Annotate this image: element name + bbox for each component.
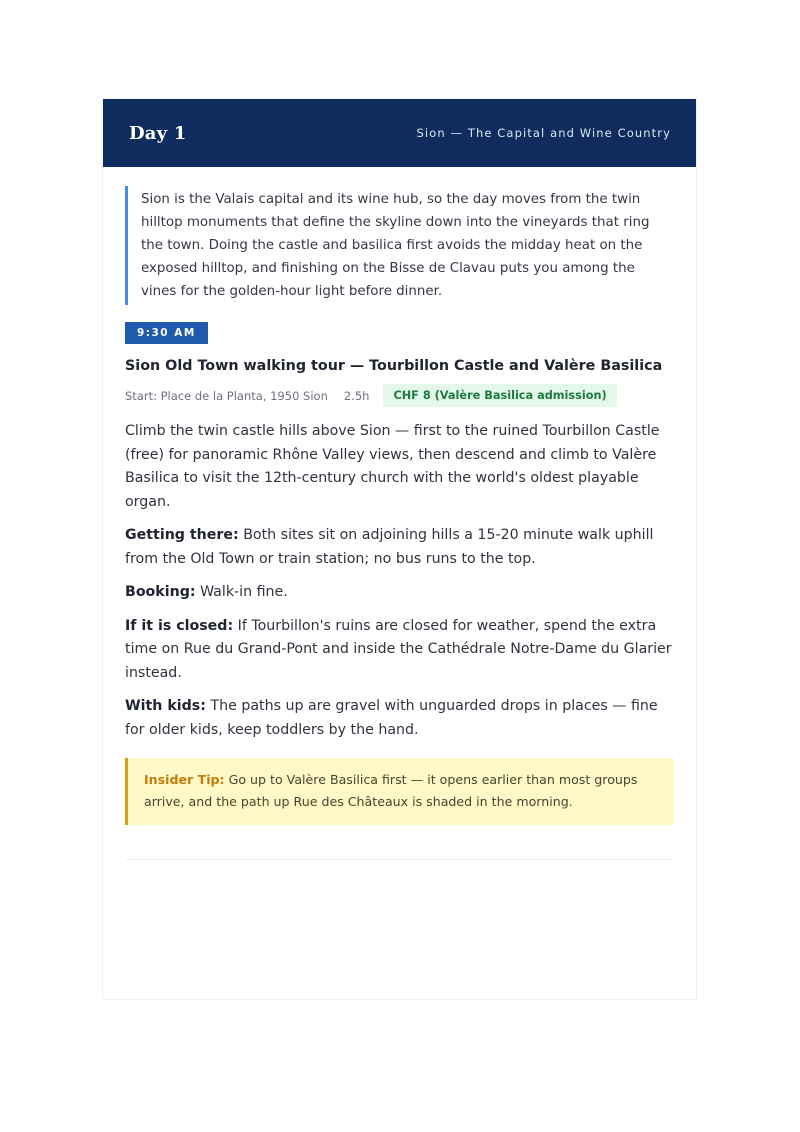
day-card xyxy=(103,99,696,999)
day-subtitle: Sion — The Capital and Wine Country xyxy=(416,126,671,140)
time-badge: 9:30 AM xyxy=(125,322,208,344)
day-header xyxy=(103,99,696,167)
activity-title: Sion Old Town walking tour — Tourbillon Castle and Valère Basilica xyxy=(125,358,663,374)
booking-label: Booking: xyxy=(125,584,196,600)
insider-tip xyxy=(125,758,674,825)
day-content xyxy=(103,167,696,860)
activity-start: Start: Place de la Planta, 1950 Sion xyxy=(125,388,328,403)
if-closed xyxy=(125,615,674,686)
day-intro: Sion is the Valais capital and its wine hub, so the day moves from the twin hilltop monuments that define the skyline down into the vineyards that ring the town. Doing the castle and basilica first avoids the midday heat on the exposed hilltop, and finishing on the Bisse de Clavau puts you among the vines for the golden-hour light before dinner. xyxy=(125,186,674,305)
if-closed-label: If it is closed: xyxy=(125,617,234,634)
with-kids-label: With kids: xyxy=(125,698,206,714)
getting-there-text: Both sites sit on adjoining hills a 15-20 minute walk uphill from the Old Town or train station; no bus runs to the top. xyxy=(125,527,654,567)
if-closed-text: If Tourbillon's ruins are closed for weather, spend the extra time on Rue du Grand-Pont and inside the Cathédrale Notre-Dame du Glarier instead. xyxy=(125,617,672,681)
getting-there xyxy=(125,524,674,571)
activity-meta xyxy=(125,384,674,407)
with-kids-text: The paths up are gravel with unguarded drops in places — fine for older kids, keep toddlers by the hand. xyxy=(125,698,658,738)
booking-text: Walk-in fine. xyxy=(200,584,288,600)
activity-description: Climb the twin castle hills above Sion — first to the ruined Tourbillon Castle (free) for panoramic Rhône Valley views, then descend and climb to Valère Basilica to visit the 12th-century church with the world's oldest playable organ. xyxy=(125,423,660,510)
section-divider xyxy=(125,859,674,860)
activity-duration: 2.5h xyxy=(343,388,370,403)
insider-tip-label: Insider Tip: xyxy=(144,772,225,787)
booking xyxy=(125,581,674,605)
getting-there-label: Getting there: xyxy=(125,527,239,543)
with-kids xyxy=(125,695,674,742)
day-title: Day 1 xyxy=(129,122,187,144)
price-badge: CHF 8 (Valère Basilica admission) xyxy=(383,384,616,407)
insider-tip-text: Go up to Valère Basilica first — it opens earlier than most groups arrive, and the path up Rue des Châteaux is shaded in the morning. xyxy=(144,772,638,809)
